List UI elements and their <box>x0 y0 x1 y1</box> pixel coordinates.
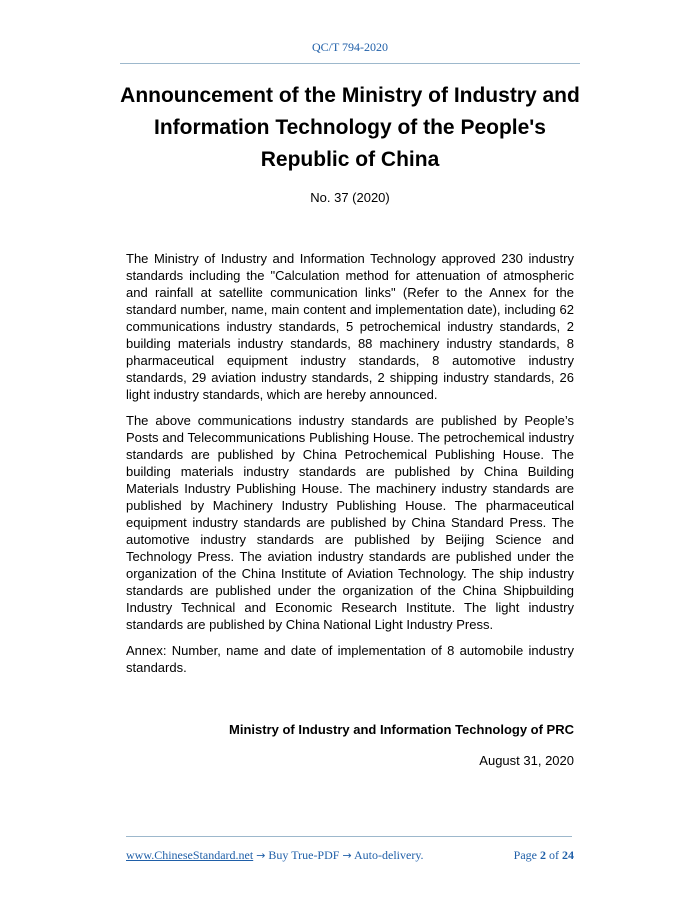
announcement-body <box>126 250 574 685</box>
page-of-label: of <box>549 848 559 862</box>
footer-divider <box>126 836 572 837</box>
arrow-right-icon: → <box>256 849 266 862</box>
website-link[interactable]: www.ChineseStandard.net <box>126 848 254 862</box>
page-indicator <box>514 848 574 863</box>
signature-organization: Ministry of Industry and Information Technology of PRC <box>229 722 574 737</box>
header-standard-code: QC/T 794-2020 <box>311 40 389 54</box>
page-total: 24 <box>562 848 574 862</box>
paragraph-annex: Annex: Number, name and date of implementation of 8 automobile industry standards. <box>126 643 574 675</box>
page-label: Page <box>513 848 537 862</box>
title-line-1: Announcement of the Ministry of Industry and <box>120 84 580 107</box>
title-line-2: Information Technology of the People's <box>154 116 546 139</box>
header-divider <box>120 63 580 64</box>
title-line-3: Republic of China <box>260 148 440 171</box>
document-number: No. 37 (2020) <box>310 190 390 205</box>
paragraph-publishers: The above communications industry standards are published by People’s Posts and Telecommunications Publishing House. The petrochemical industry standards are published by China Petrochemical Publishing House. The building materials industry standards are published by China Building Materials Industry Publishing House. The machinery industry standards are published by Machinery Industry Publishing House. The pharmaceutical equipment industry standards are published by China Standard Press. The automotive industry standards are published by Beijing Science and Technology Press. The aviation industry standards are published under the organization of the China Institute of Aviation Technology. The ship industry standards are published under the organization of the China Shipbuilding Industry Technical and Economic Research Institute. The light industry standards are published by China National Light Industry Press. <box>126 413 574 632</box>
arrow-right-icon: → <box>342 849 352 862</box>
page-current: 2 <box>540 848 546 862</box>
paragraph-approval: The Ministry of Industry and Information Technology approved 230 industry standards including the "Calculation method for attenuation of atmospheric and rainfall at satellite communication links" (Refer to the Annex for the standard number, name, main content and implementation date), including 62 communications industry standards, 5 petrochemical industry standards, 2 building materials industry standards, 88 machinery industry standards, 8 pharmaceutical equipment industry standards, 8 automotive industry standards, 29 aviation industry standards, 2 shipping industry standards, 26 light industry standards, which are hereby announced. <box>126 251 574 402</box>
auto-delivery-text: Auto-delivery. <box>354 848 424 862</box>
signature-date: August 31, 2020 <box>479 753 574 768</box>
buy-pdf-text: Buy True-PDF <box>268 848 340 862</box>
footer-promo <box>126 848 424 863</box>
announcement-title <box>120 80 580 176</box>
